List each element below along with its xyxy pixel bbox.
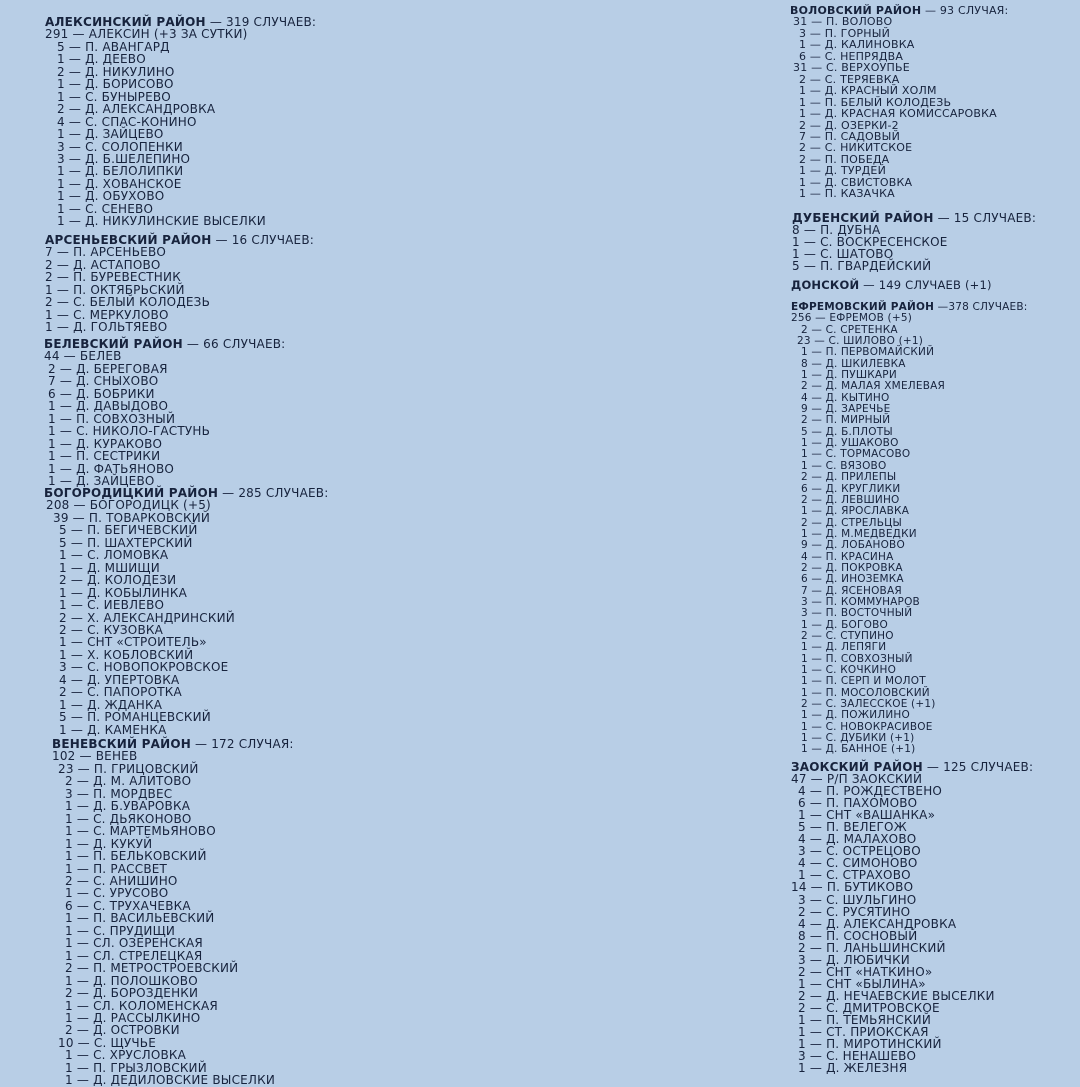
settlement-row: 1 — Д. ПОЛОШКОВО: [65, 973, 198, 988]
settlement-row: 2 — Д. АЛЕКСАНДРОВКА: [57, 102, 216, 117]
settlement-row: 1 — П. ТЕМЬЯНСКИЙ: [798, 1012, 932, 1027]
settlement-row: 1 — Д. МШИЩИ: [59, 560, 160, 575]
settlement-row: 1 — П. БЕЛЬКОВСКИЙ: [65, 849, 207, 864]
settlement-row: 1 — П. ОКТЯБРЬСКИЙ: [45, 282, 185, 297]
settlement-row: 47 — Р/П ЗАОКСКИЙ: [791, 772, 923, 787]
settlement-row: 1 — СНТ «БЫЛИНА»: [798, 976, 926, 991]
settlement-row: 1 — Д. РАССЫЛКИНО: [65, 1010, 201, 1025]
settlement-row: 1 — С. ПРУДИЩИ: [65, 923, 176, 938]
settlement-list: [44, 499, 328, 736]
district-heading: ЗАОКСКИЙ РАЙОН — 125 СЛУЧАЕВ:: [791, 760, 1034, 774]
settlement-row: 4 — С. СПАС-КОНИНО: [57, 114, 197, 129]
settlement-row: 2 — Д. ПРИЛЕПЫ: [801, 471, 897, 484]
settlement-row: 2 — С. КУЗОВКА: [59, 622, 164, 637]
district-heading: ВЕНЕВСКИЙ РАЙОН — 172 СЛУЧАЯ:: [52, 737, 294, 751]
settlement-row: 1 — С. ШАТОВО: [792, 247, 894, 261]
settlement-row: 8 — П. ДУБНА: [792, 223, 881, 237]
settlement-row: 1 — С. СЕНЕВО: [57, 201, 154, 216]
settlement-row: 1 — С. ТОРМАСОВО: [801, 448, 911, 461]
settlement-list: [792, 224, 1036, 272]
settlement-row: 3 — П. ВОСТОЧНЫЙ: [801, 607, 913, 620]
settlement-row: 2 — С. РУСЯТИНО: [798, 904, 911, 919]
district-heading: ДОНСКОЙ — 149 СЛУЧАЕВ (+1): [791, 278, 992, 292]
settlement-row: 31 — П. ВОЛОВО: [793, 15, 893, 29]
settlement-row: 1 — П. СОВХОЗНЫЙ: [801, 652, 913, 665]
settlement-row: 1 — Д. КАМЕНКА: [59, 722, 167, 737]
settlement-row: 14 — П. БУТИКОВО: [791, 880, 914, 895]
settlement-row: 1 — Д. ЛЕПЯГИ: [801, 641, 887, 654]
settlement-row: 291 — АЛЕКСИН (+3 ЗА СУТКИ): [45, 27, 248, 42]
settlement-row: 1 — Д. ЖДАНКА: [59, 697, 163, 712]
settlement-row: 2 — П. МИРНЫЙ: [801, 414, 891, 427]
settlement-row: 1 — П. МОСОЛОВСКИЙ: [801, 686, 930, 699]
settlement-row: 9 — Д. ЛОБАНОВО: [801, 539, 905, 552]
settlement-row: 1 — Д. ЖЕЛЕЗНЯ: [798, 1061, 908, 1076]
district-donskoy: [791, 279, 992, 292]
settlement-row: 44 — БЕЛЕВ: [44, 349, 122, 364]
settlement-row: 2 — П. ПОБЕДА: [799, 152, 890, 166]
settlement-row: 2 — С. ПАПОРОТКА: [59, 685, 182, 700]
district-heading: АЛЕКСИНСКИЙ РАЙОН — 319 СЛУЧАЕВ:: [45, 15, 317, 29]
settlement-row: 6 — С. ТРУХАЧЕВКА: [65, 898, 191, 913]
settlement-row: 1 — С. ДУБИКИ (+1): [801, 732, 915, 745]
settlement-row: 2 — Д. ЛЕВШИНО: [801, 493, 900, 506]
settlement-row: 1 — Д. ТУРДЕЙ: [799, 164, 887, 178]
settlement-row: 256 — ЕФРЕМОВ (+5): [791, 312, 912, 325]
district-dubna: [792, 212, 1036, 272]
district-efremov: [791, 302, 1027, 756]
settlement-row: 1 — Д. ДЕДИЛОВСКИЕ ВЫСЕЛКИ: [65, 1073, 276, 1087]
settlement-row: 1 — Д. НИКУЛИНСКИЕ ВЫСЕЛКИ: [57, 214, 266, 229]
settlement-row: 208 — БОГОРОДИЦК (+5): [46, 498, 211, 513]
district-heading: ЕФРЕМОВСКИЙ РАЙОН —378 СЛУЧАЕВ:: [791, 301, 1028, 313]
settlement-row: 6 — С. НЕПРЯДВА: [799, 49, 904, 63]
settlement-row: 1 — Д. БОГОВО: [801, 618, 888, 631]
settlement-row: 10 — С. ЩУЧЬЕ: [58, 1035, 156, 1050]
settlement-list: [790, 16, 1008, 199]
settlement-row: 1 — Д. ФАТЬЯНОВО: [48, 461, 175, 476]
settlement-row: 1 — Д. КУКУЙ: [65, 836, 153, 851]
settlement-row: 23 — П. ГРИЦОВСКИЙ: [58, 761, 199, 776]
settlement-row: 1 — П. РАССВЕТ: [65, 861, 168, 876]
district-zaoksky: [791, 761, 1033, 1074]
settlement-row: 2 — С. ЗАЛЕССКОЕ (+1): [801, 698, 936, 711]
settlement-row: 3 — П. МОРДВЕС: [65, 786, 173, 801]
settlement-row: 2 — Д. ПОКРОВКА: [801, 561, 903, 574]
settlement-row: 1 — СЛ. СТРЕЛЕЦКАЯ: [65, 948, 203, 963]
settlement-row: 1 — П. КАЗАЧКА: [799, 187, 895, 201]
settlement-row: 4 — П. КРАСИНА: [801, 550, 894, 563]
settlement-row: 5 — П. ГВАРДЕЙСКИЙ: [792, 259, 932, 273]
settlement-row: 3 — П. КОММУНАРОВ: [801, 595, 920, 608]
settlement-row: 1 — С. КОЧКИНО: [801, 664, 897, 676]
settlement-row: 1 — Д. УШАКОВО: [801, 437, 899, 450]
settlement-row: 1 — П. СЕСТРИКИ: [48, 449, 161, 464]
settlement-row: 3 — С. НОВОПОКРОВСКОЕ: [59, 660, 229, 675]
settlement-row: 4 — П. РОЖДЕСТВЕНО: [798, 784, 943, 799]
settlement-row: 1 — Д. КРАСНАЯ КОМИССАРОВКА: [799, 107, 997, 121]
settlement-row: 1 — П. СЕРП И МОЛОТ: [801, 675, 926, 688]
settlement-row: 7 — Д. СНЫХОВО: [48, 374, 159, 389]
settlement-row: 2 — С. ТЕРЯЕВКА: [799, 72, 900, 86]
settlement-row: 1 — С. ВОСКРЕСЕНСКОЕ: [792, 235, 948, 249]
settlement-row: 8 — П. СОСНОВЫЙ: [798, 928, 918, 943]
settlement-row: 2 — Д. НИКУЛИНО: [57, 64, 175, 79]
settlement-row: 2 — С. СРЕТЕНКА: [801, 323, 898, 336]
settlement-row: 5 — П. РОМАНЦЕВСКИЙ: [59, 710, 211, 725]
settlement-row: 6 — П. ПАХОМОВО: [798, 796, 918, 811]
settlement-row: 1 — Д. КАЛИНОВКА: [799, 38, 915, 52]
district-venev: [52, 738, 294, 1087]
settlement-row: 3 — Д. Б.ШЕЛЕПИНО: [57, 151, 191, 166]
settlement-row: 2 — Х. АЛЕКСАНДРИНСКИЙ: [59, 610, 235, 625]
settlement-row: 2 — Д. ОЗЕРКИ-2: [799, 118, 899, 132]
settlement-row: 1 — Д. ГОЛЬТЯЕВО: [45, 320, 168, 335]
settlement-row: 1 — Д. ХОВАНСКОЕ: [57, 176, 182, 191]
settlement-row: 1 — С. СТРАХОВО: [798, 868, 911, 883]
settlement-row: 6 — Д. ИНОЗЕМКА: [801, 573, 904, 586]
settlement-row: 1 — Х. КОБЛОВСКИЙ: [59, 647, 194, 662]
settlement-row: 1 — Д. ЗАЙЦЕВО: [57, 127, 164, 142]
settlement-row: 1 — П. БЕЛЫЙ КОЛОДЕЗЬ: [799, 95, 952, 109]
settlement-row: 4 — Д. МАЛАХОВО: [798, 832, 917, 847]
district-volovo: [790, 5, 1008, 200]
settlement-row: 4 — Д. УПЕРТОВКА: [59, 672, 180, 687]
settlement-row: 31 — С. ВЕРХОУПЬЕ: [793, 61, 910, 75]
settlement-row: 1 — С. НИКОЛО-ГАСТУНЬ: [48, 424, 211, 439]
settlement-row: 4 — Д. АЛЕКСАНДРОВКА: [798, 916, 957, 931]
district-aleksin: [45, 16, 316, 228]
settlement-row: 2 — Д. М. АЛИТОВО: [65, 774, 192, 789]
settlement-row: 5 — П. ШАХТЕРСКИЙ: [59, 535, 193, 550]
settlement-row: 39 — П. ТОВАРКОВСКИЙ: [53, 510, 211, 525]
settlement-row: 2 — С. ДМИТРОВСКОЕ: [798, 1000, 940, 1015]
settlement-row: 3 — С. ШУЛЬГИНО: [798, 892, 917, 907]
settlement-row: 2 — Д. ОСТРОВКИ: [65, 1023, 180, 1038]
district-heading: АРСЕНЬЕВСКИЙ РАЙОН — 16 СЛУЧАЕВ:: [45, 233, 314, 247]
settlement-row: 9 — Д. ЗАРЕЧЬЕ: [801, 403, 891, 416]
settlement-row: 5 — П. БЕГИЧЕВСКИЙ: [59, 523, 198, 538]
settlement-row: 2 — С. СТУПИНО: [801, 629, 894, 642]
settlement-row: 2 — С. БЕЛЫЙ КОЛОДЕЗЬ: [45, 295, 211, 310]
settlement-row: 1 — П. ПЕРВОМАЙСКИЙ: [801, 346, 935, 359]
settlement-row: 2 — Д. МАЛАЯ ХМЕЛЕВАЯ: [801, 380, 945, 393]
settlement-row: 6 — Д. КРУГЛИКИ: [801, 482, 901, 495]
settlement-row: 1 — Д. ПОЖИЛИНО: [801, 709, 910, 722]
settlement-row: 2 — Д. АСТАПОВО: [45, 257, 161, 272]
settlement-row: 1 — Д. БОРИСОВО: [57, 77, 174, 92]
settlement-row: 1 — Д. КРАСНЫЙ ХОЛМ: [799, 84, 937, 98]
settlement-row: 1 — С. БУНЫРЕВО: [57, 89, 171, 104]
district-belev: [44, 338, 285, 487]
settlement-row: 1 — СТ. ПРИОКСКАЯ: [798, 1025, 929, 1040]
settlement-row: 1 — С. МАРТЕМЬЯНОВО: [65, 824, 216, 839]
settlement-row: 5 — Д. Б.ПЛОТЫ: [801, 425, 893, 438]
settlement-row: 2 — Д. КОЛОДЕЗИ: [59, 573, 177, 588]
settlement-row: 3 — С. НЕНАШЕВО: [798, 1049, 917, 1064]
settlement-row: 1 — Д. КУРАКОВО: [48, 436, 163, 451]
settlement-row: 1 — Д. СВИСТОВКА: [799, 175, 913, 189]
settlement-row: 1 — СЛ. КОЛОМЕНСКАЯ: [65, 998, 218, 1013]
settlement-list: [791, 773, 1033, 1074]
settlement-row: 3 — П. ГОРНЫЙ: [799, 26, 891, 40]
settlement-row: 1 — Д. ЗАЙЦЕВО: [48, 473, 155, 488]
settlement-list: [52, 750, 294, 1086]
settlement-row: 1 — СНТ «ВАШАНКА»: [798, 808, 936, 823]
settlement-row: 2 — Д. БЕРЕГОВАЯ: [48, 361, 168, 376]
settlement-row: 5 — П. АВАНГАРД: [57, 39, 170, 54]
settlement-row: 7 — П. САДОВЫЙ: [799, 129, 900, 143]
settlement-row: 1 — С. НОВОКРАСИВОЕ: [801, 720, 933, 733]
settlement-row: 23 — С. ШИЛОВО (+1): [797, 335, 924, 348]
settlement-row: 1 — П. СОВХОЗНЫЙ: [48, 411, 176, 426]
settlement-row: 2 — Д. БОРОЗДЕНКИ: [65, 986, 199, 1001]
settlement-row: 1 — Д. М.МЕДВЕДКИ: [801, 527, 917, 540]
district-heading: ВОЛОВСКИЙ РАЙОН — 93 СЛУЧАЯ:: [790, 4, 1009, 17]
settlement-row: 6 — Д. БОБРИКИ: [48, 386, 155, 401]
settlement-list: [45, 28, 316, 227]
settlement-row: 3 — С. СОЛОПЕНКИ: [57, 139, 183, 154]
settlement-row: 1 — С. УРУСОВО: [65, 886, 169, 901]
settlement-row: 1 — Д. ПУШКАРИ: [801, 369, 897, 382]
settlement-row: 1 — С. ВЯЗОВО: [801, 459, 887, 472]
district-bogoroditsk: [44, 487, 328, 736]
settlement-row: 2 — Д. НЕЧАЕВСКИЕ ВЫСЕЛКИ: [798, 988, 995, 1003]
settlement-row: 1 — Д. ДЕЕВО: [57, 52, 146, 67]
settlement-row: 7 — Д. ЯСЕНОВАЯ: [801, 584, 902, 597]
settlement-row: 1 — С. МЕРКУЛОВО: [45, 307, 169, 322]
settlement-row: 2 — С. АНИШИНО: [65, 873, 178, 888]
settlement-row: 1 — П. МИРОТИНСКИЙ: [798, 1037, 942, 1052]
settlement-row: 2 — Д. СТРЕЛЬЦЫ: [801, 516, 902, 529]
settlement-row: 2 — П. ЛАНЬШИНСКИЙ: [798, 940, 946, 955]
settlement-row: 1 — Д. КОБЫЛИНКА: [59, 585, 188, 600]
settlement-row: 1 — Д. ЯРОСЛАВКА: [801, 505, 910, 518]
settlement-row: 1 — Д. БАННОЕ (+1): [801, 743, 916, 756]
settlement-row: 2 — СНТ «НАТКИНО»: [798, 964, 933, 979]
settlement-row: 102 — ВЕНЕВ: [52, 749, 138, 764]
district-heading: ДУБЕНСКИЙ РАЙОН — 15 СЛУЧАЕВ:: [792, 211, 1037, 225]
settlement-row: 1 — Д. Б.УВАРОВКА: [65, 799, 191, 814]
settlement-row: 1 — С. ДЬЯКОНОВО: [65, 811, 192, 826]
district-arsenyev: [45, 234, 314, 334]
settlement-row: 5 — П. ВЕЛЕГОЖ: [798, 820, 907, 835]
settlement-row: 1 — С. ХРУСЛОВКА: [65, 1048, 187, 1063]
district-heading: БЕЛЕВСКИЙ РАЙОН — 66 СЛУЧАЕВ:: [44, 337, 286, 351]
settlement-row: 1 — С. ЛОМОВКА: [59, 548, 169, 563]
settlement-list: [791, 313, 1027, 755]
settlement-row: 7 — П. АРСЕНЬЕВО: [45, 245, 167, 260]
settlement-row: 3 — С. ОСТРЕЦОВО: [798, 844, 921, 859]
settlement-list: [45, 246, 314, 333]
settlement-row: 2 — С. НИКИТСКОЕ: [799, 141, 913, 155]
settlement-row: 8 — Д. ШКИЛЕВКА: [801, 357, 906, 370]
settlement-row: 3 — Д. ЛЮБИЧКИ: [798, 952, 910, 967]
settlement-row: 1 — Д. ОБУХОВО: [57, 189, 165, 204]
settlement-row: 4 — Д. КЫТИНО: [801, 391, 890, 404]
settlement-row: 1 — СЛ. ОЗЕРЕНСКАЯ: [65, 936, 203, 951]
settlement-list: [44, 350, 285, 487]
district-heading: БОГОРОДИЦКИЙ РАЙОН — 285 СЛУЧАЕВ:: [44, 486, 329, 500]
settlement-row: 1 — СНТ «СТРОИТЕЛЬ»: [59, 635, 207, 650]
settlement-row: 2 — П. МЕТРОСТРОЕВСКИЙ: [65, 961, 239, 976]
settlement-row: 4 — С. СИМОНОВО: [798, 856, 918, 871]
settlement-row: 2 — П. БУРЕВЕСТНИК: [45, 270, 181, 285]
settlement-row: 1 — Д. ДАВЫДОВО: [48, 399, 169, 414]
settlement-row: 1 — П. ВАСИЛЬЕВСКИЙ: [65, 911, 215, 926]
settlement-row: 1 — Д. БЕЛОЛИПКИ: [57, 164, 184, 179]
settlement-row: 1 — С. ИЕВЛЕВО: [59, 598, 165, 613]
settlement-row: 1 — П. ГРЫЗЛОВСКИЙ: [65, 1060, 207, 1075]
